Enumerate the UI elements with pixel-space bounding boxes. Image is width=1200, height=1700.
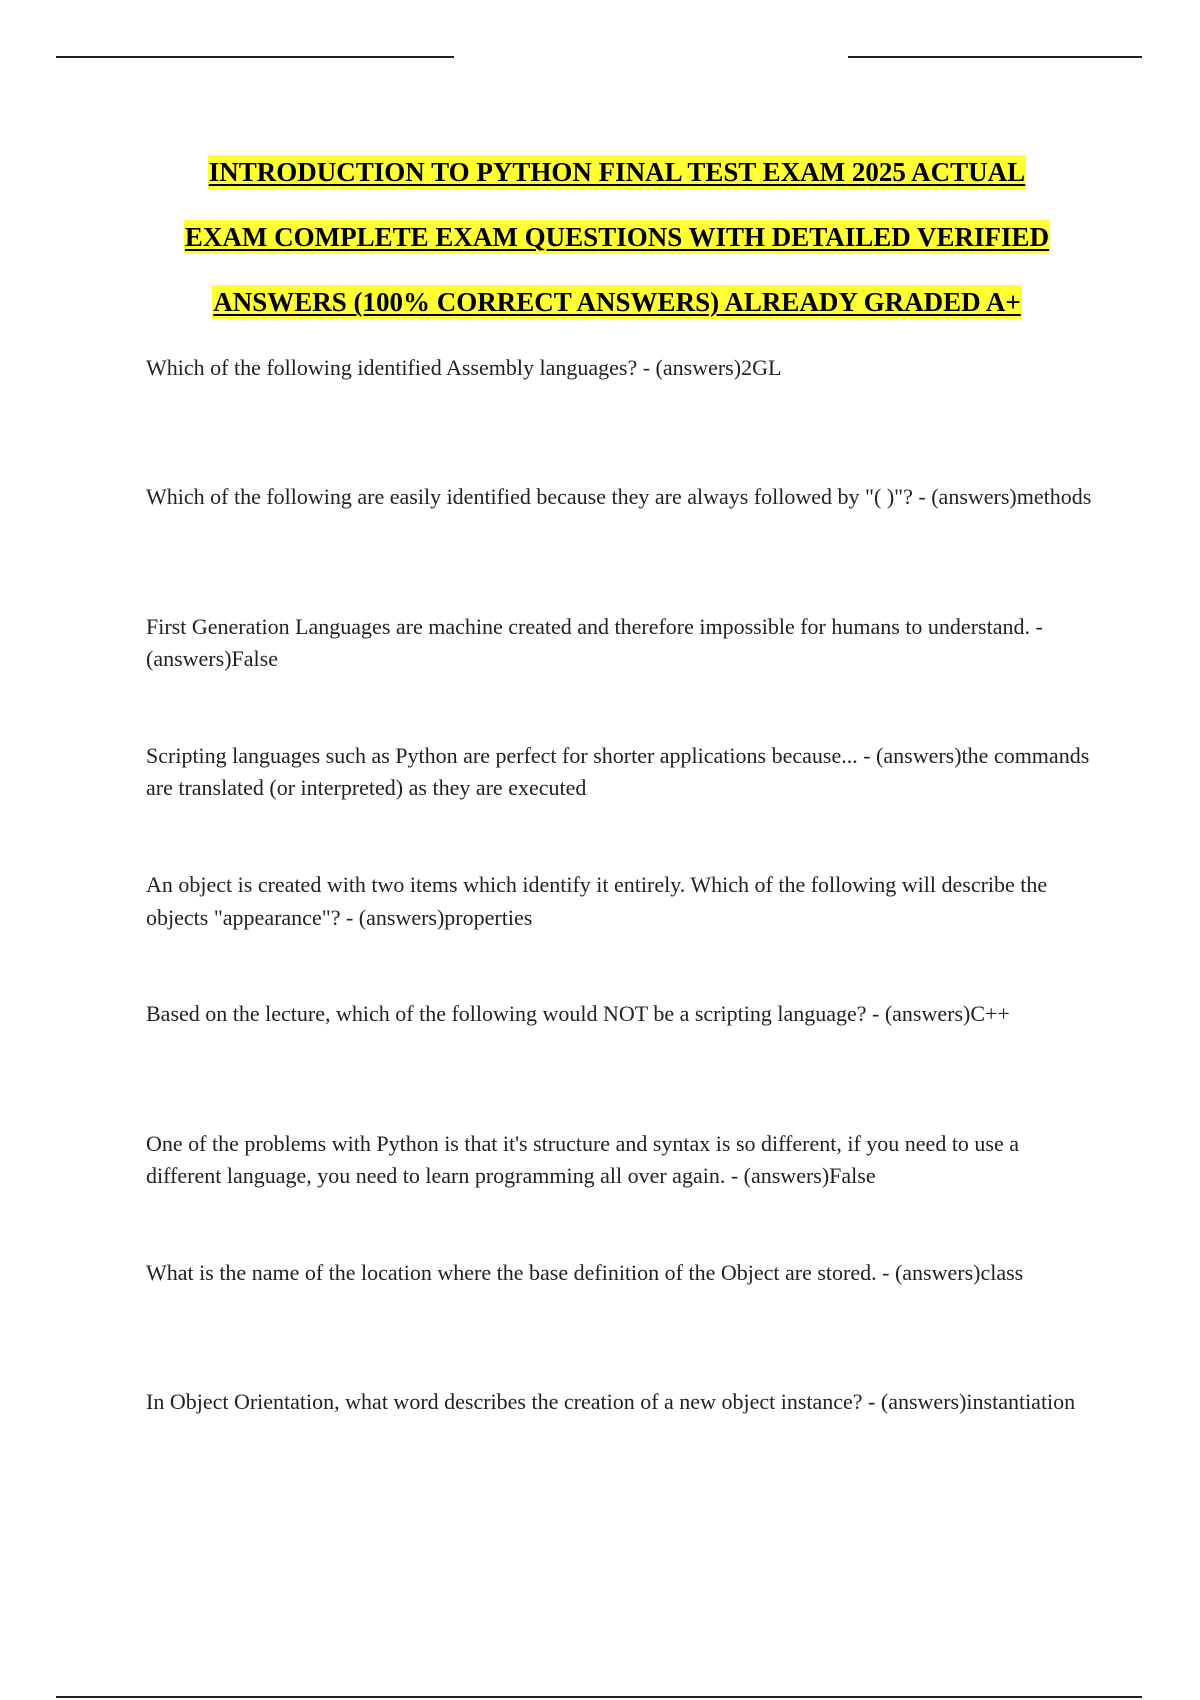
qa-item-8: What is the name of the location where the base definition of the Object are stored. - (answers)class — [146, 1260, 1024, 1286]
title-line-1: INTRODUCTION TO PYTHON FINAL TEST EXAM 2025 ACTUAL — [208, 157, 1026, 187]
question-answer-list — [146, 352, 1096, 1516]
footer-rule — [56, 1696, 1142, 1698]
qa-item-1: Which of the following identified Assembly languages? - (answers)2GL — [146, 355, 782, 380]
header-rule-left — [56, 56, 454, 58]
qa-item-4: Scripting languages such as Python are perfect for shorter applications because... - (answers)the commands are translated (or interpreted) as they are executed — [146, 742, 1090, 801]
qa-item-9: In Object Orientation, what word describes the creation of a new object instance? - (answers)instantiation — [146, 1389, 1076, 1415]
qa-item-2: Which of the following are easily identified because they are always followed by "( )"? - (answers)methods — [146, 484, 1092, 510]
qa-item-6: Based on the lecture, which of the following would NOT be a scripting language? - (answers)C++ — [146, 1001, 1010, 1027]
document-title — [60, 140, 1174, 335]
header-rule-right — [848, 56, 1142, 58]
qa-item-5: An object is created with two items which identify it entirely. Which of the following will describe the objects "appearance"? - (answers)properties — [146, 872, 1048, 930]
qa-item-3: First Generation Languages are machine created and therefore impossible for humans to understand. - (answers)False — [146, 613, 1043, 672]
qa-item-7: One of the problems with Python is that it's structure and syntax is so different, if you need to use a different language, you need to learn programming all over again. - (answers)False — [146, 1130, 1020, 1189]
title-line-2: EXAM COMPLETE EXAM QUESTIONS WITH DETAILED VERIFIED — [184, 222, 1050, 252]
title-line-3: ANSWERS (100% CORRECT ANSWERS) ALREADY GRADED A+ — [213, 287, 1021, 317]
